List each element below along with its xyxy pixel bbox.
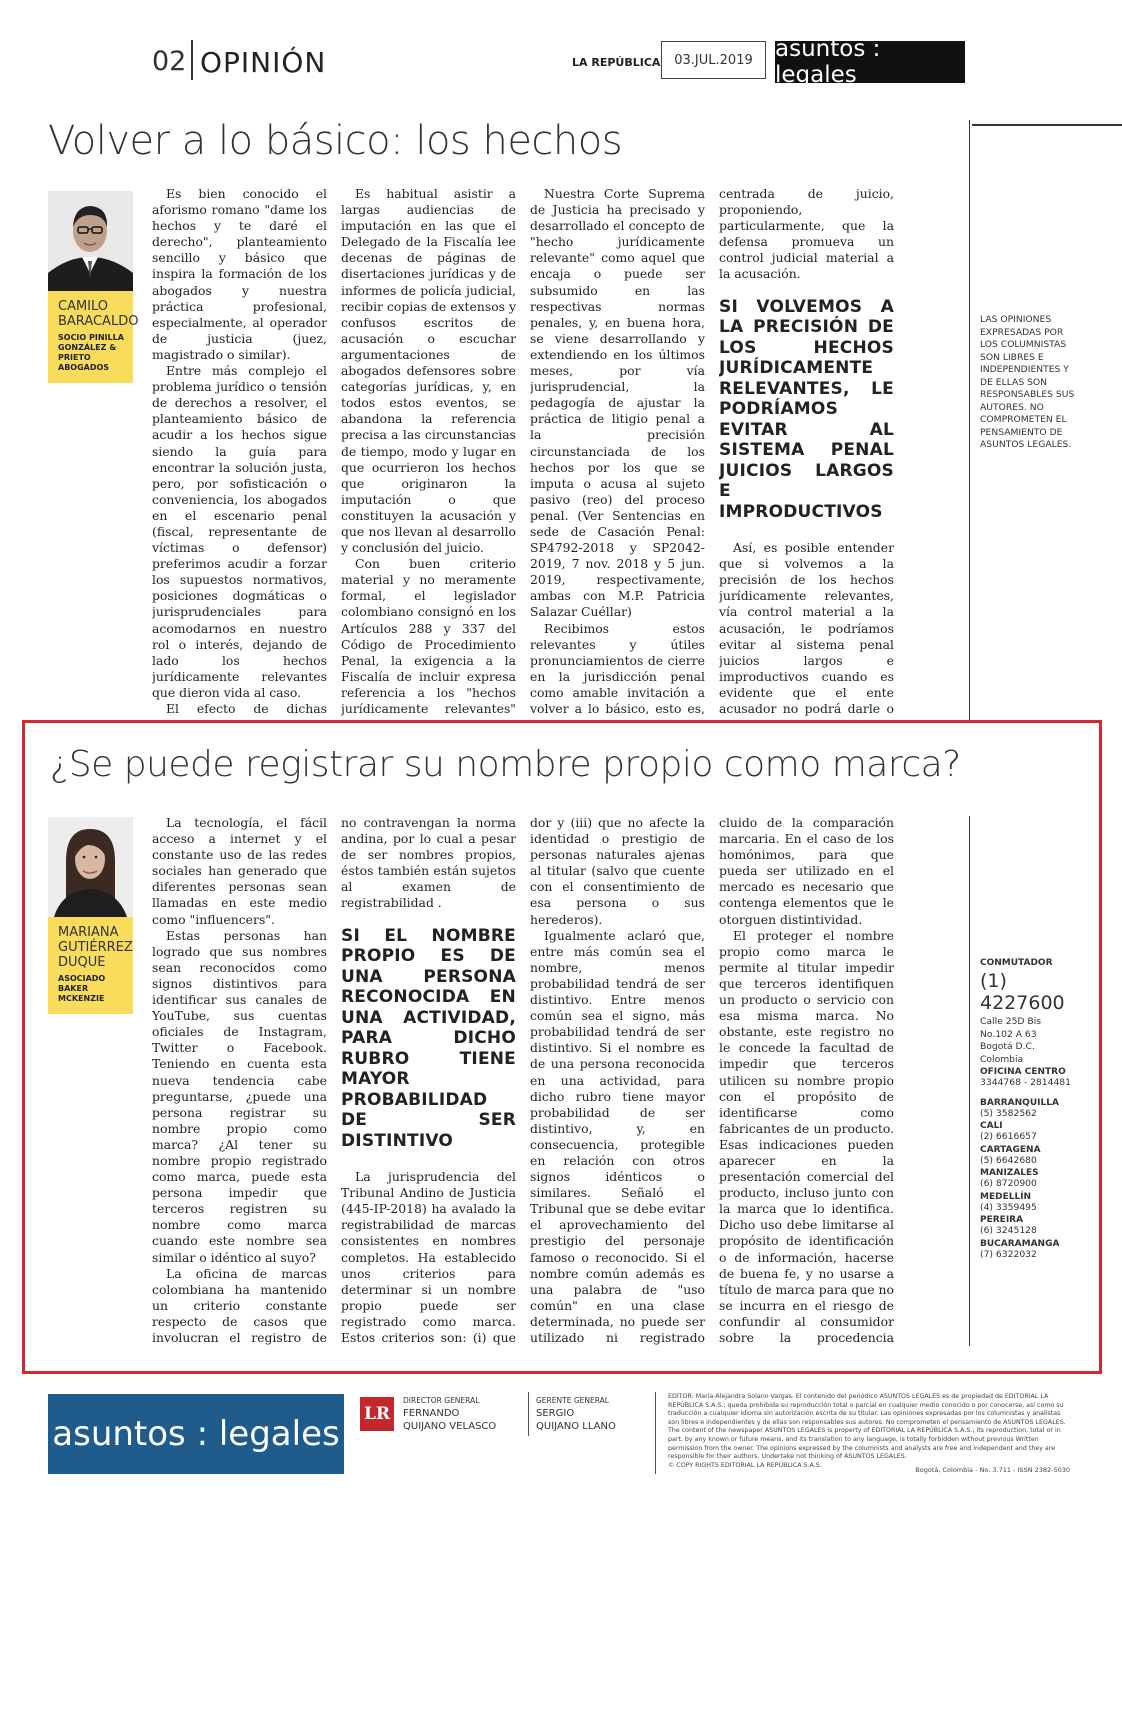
city-label: MANIZALES [980,1168,1039,1178]
article-column [530,815,705,1345]
page-number: 02 [152,46,187,77]
city-phone: (6) 3245128 [980,1225,1037,1236]
author-tag [48,291,139,383]
director-credit [403,1394,496,1433]
author-box [48,817,133,1014]
paragraph: Es habitual asistir a largas audiencias de imputación en las que el Delegado de la Fiscalía lee decenas de páginas de disertaciones jurídicas y de informes de policía judicial, recibir copias de extensos y confusos escritos de acusación o escuchar argumentaciones de abogados defensores sobre categorías jurídicas, y, en todos estos eventos, se abandona la referencia precisa a las circunstancias de tiempo, modo y lugar en que ocurrieron los hechos que originaron la imputación o que constituyen la acusación y que nos llevan al desarrollo y conclusión del juicio. [341,186,516,556]
author-photo [48,817,133,917]
contact-box [980,957,1090,1261]
credit-label: DIRECTOR GENERAL [403,1396,480,1405]
city-phone: (5) 3582562 [980,1107,1037,1119]
credit-name: FERNANDO [403,1408,460,1419]
brand-logo-footer: asuntos : legales [48,1394,344,1474]
address-line: No.102 A 63 [980,1028,1037,1040]
article-column [341,186,516,716]
author-role: ASOCIADO BAKER MCKENZIE [58,974,106,1003]
author-role: SOCIO PINILLA GONZÁLEZ & PRIETO ABOGADOS [58,333,124,372]
author-first-name: CAMILO [58,299,109,314]
issue-info: Bogotá, Colombia - No. 3.711 - ISSN 2382-5030 [915,1466,1070,1474]
address-line: Calle 25D Bis [980,1016,1042,1027]
paragraph: El proteger el nombre propio como marca le permite al titular impedir que terceros identifiquen un producto o servicio con esa misma marca. No obstante, este registro no le concede la facultad de impedir que terceros utilicen su nombre propio con el propósito de identificarse como fabricantes de un producto. Esas indicaciones pueden aparecer en la presentación comercial del producto, incluso junto con la marca que lo identifica. Dicho uso debe limitarse al propósito de identificación o de información, hacerse de buena fe, y no usarse a título de marca para que no se incurra en el riesgo de confundir al consumidor sobre la procedencia [719,927,894,1345]
column-divider [969,120,970,720]
article-column [719,815,894,1345]
author-last-name: DUQUE [58,955,106,970]
city-label: CALI [980,1121,1003,1131]
credit-name: QUIJANO LLANO [536,1421,616,1432]
paragraph: Nuestra Corte Suprema de Justicia ha precisado y desarrollado el concepto de "hecho jurídicamente relevante" como aquel que encaja o puede ser subsumido en las respectivas normas penales, y, en buena hora, se viene desarrollando y extendiendo en los últimos meses, por vía jurisprudencial, la pedagogía de ajustar la práctica de litigio penal a la precisión circunstanciada de los hechos por los que se imputa o acusa al sujeto pasivo (reo) del proceso penal. (Ver Sentencias en sede de Casación Penal: SP4792-2018 y SP2042-2019, 7 nov. 2018 y 5 jun. 2019, respectivamente, ambas con M.P. Patricia Salazar Cuéllar) [530,186,705,620]
paragraph: no contravengan la norma andina, por lo cual a pesar de ser nombres propios, éstos también están sujetos al examen de registrabilidad . [341,815,516,911]
switchboard-label: CONMUTADOR [980,958,1053,968]
author-photo [48,191,133,291]
publication-name: LA REPÚBLICA [572,56,661,69]
manager-credit [536,1394,616,1433]
author-first-name: MARIANA [58,925,119,940]
sidebar-top-rule [972,124,1122,126]
paragraph: Entre más complejo el problema jurídico o tensión de derechos a resolver, el planteamiento básico de acudir a los hechos sigue siendo la guía para encontrar la solución justa, pero, por sofisticación o conveniencia, los abogados en el escenario penal (fiscal, representante de víctimas o defensor) preferimos acudir a forzar los supuestos normativos, posiciones dogmáticas o jurisprudenciales para acomodarnos en nuestro rol o interés, dejando de lado los hechos jurídicamente relevantes que dieron vida al caso. [152,363,327,700]
city-label: BARRANQUILLA [980,1097,1059,1108]
paragraph: Así, es posible entender que si volvemos a la precisión de los hechos jurídicamente relevantes, vía control material a la acusación, le podríamos evitar al sistema penal juicios largos e improductivos cuando es evidente que el ente acusador no podrá darle o [719,540,894,716]
credit-name: SERGIO [536,1408,575,1419]
article-column [719,186,894,716]
city-label: MEDELLÍN [980,1191,1032,1202]
author-last-name: BARACALDO [58,314,139,329]
author-last-name: GUTIÉRREZ [58,940,133,955]
author-portrait-icon [48,817,133,917]
paragraph: El efecto de dichas [166,701,327,716]
credit-name: QUIJANO VELASCO [403,1421,497,1432]
city-phone: (5) 6642680 [980,1154,1037,1166]
paragraph: dor y (iii) que no afecte la identidad o prestigio de personas naturales ajenas al titular (salvo que cuente con el consentimiento de esa persona o sus herederos). [530,815,705,927]
imprint-body: EDITOR: María Alejandra Solano Vargas. El contenido del periódico ASUNTOS LEGALES es de propiedad de EDITORIAL LA REPÚBLICA S.A.S.; queda prohibida su reproducción total o parcial en cualquier medio conocido o por conocerse, así como su traducción a cualquier idioma sin autorización escrita de su titular. Las opiniones expresadas por los columnistas y analistas son libres e independientes y de ellas son responsables sus autores. No comprometen el pensamiento de ASUNTOS LEGALES. The content of the newspaper ASUNTOS LEGALES is property of EDITORIAL LA REPÚBLICA S.A.S.; its reproduction, total or in part, by any known or future means, and its translation to any language, is totally forbidden without previous Written permission from the owner. The opinions expressed by the columnists and analysts are free and independent and they are responsible for their authors. Undertake not thinking of ASUNTOS LEGALES. [668,1393,1066,1461]
paragraph: La jurisprudencia del Tribunal Andino de Justicia (445-IP-2018) ha avalado la registrabilidad de marcas consistentes en nombres completos. Ha establecido unos criterios para determinar si un nombre propio puede ser registrado como marca. Estos criterios son: (i) que [341,1169,516,1345]
header-divider [191,40,193,80]
paragraph: Recibimos estos relevantes y útiles pronunciamientos de cierre en la jurisdicción penal como amable invitación a volver a lo básico, esto es, [530,620,705,716]
opinion-disclaimer: LAS OPINIONES EXPRESADAS POR LOS COLUMNISTAS SON LIBRES E INDEPENDIENTES Y DE ELLAS SON RESPONSABLES SUS AUTORES. NO COMPROMETEN EL PENSAMIENTO DE ASUNTOS LEGALES. [980,314,1075,450]
paragraph: Estas personas han logrado que sus nombres sean reconocidos como signos distintivos para identificar sus canales de YouTube, sus cuentas oficiales de Instagram, Twitter o Facebook. Teniendo en cuenta esta nueva tendencia cabe preguntarse, ¿puede una persona registrar su nombre propio como marca? ¿Al tener su nombre propio registrado como marca, puede esta persona impedir que terceros registren su nombre como marca cuando este nombre sea similar o idéntico al suyo? [152,927,327,1265]
pull-quote: SI EL NOMBRE PROPIO ES DE UNA PERSONA RECONOCIDA EN UNA ACTIVIDAD, PARA DICHO RUBRO TIENE MAYOR PROBABILIDAD DE SER DISTINTIVO [341,925,516,1151]
city-phone: (4) 3359495 [980,1201,1037,1213]
city-label: BUCARAMANGA [980,1238,1060,1249]
author-box [48,191,139,383]
address-line: Bogotá D.C. [980,1041,1035,1052]
imprint-text [668,1393,1068,1470]
city-label: CARTAGENA [980,1144,1041,1155]
author-tag [48,917,133,1014]
brand-logo: asuntos : legales [775,41,965,83]
article-column [530,186,705,716]
city-phone: (6) 8720900 [980,1178,1037,1189]
credit-label: GERENTE GENERAL [536,1396,609,1405]
paragraph: cluido de la comparación marcaria. En el caso de los homónimos, para que pueda ser utilizado en el mercado es necesario que contenga elementos que le otorguen distintividad. [719,815,894,927]
city-phone: (2) 6616657 [980,1131,1037,1142]
section-title: OPINIÓN [200,46,327,79]
copyright: © COPY RIGHTS EDITORIAL LA REPÚBLICA S.A.S. [668,1461,822,1469]
article-column [152,186,327,716]
author-portrait-icon [48,191,133,291]
office-phone: 3344768 - 2814481 [980,1077,1071,1088]
issue-date: 03.JUL.2019 [661,41,766,79]
article-body [152,815,894,1345]
article-headline: Volver a lo básico: los hechos [48,118,623,164]
column-divider [969,816,970,1346]
article-body [152,186,894,716]
article-column [341,815,516,1345]
address-line: Colombia [980,1053,1024,1065]
article-column [152,815,327,1345]
paragraph: Igualmente aclaró que, entre más común sea el nombre, menos probabilidad tendrá de ser distintivo. Entre menos común sea el signo, más probabilidad tendrá de ser distintivo. Si el nombre es de una persona reconocida en una actividad, para dicho rubro tiene mayor probabilidad de ser distintivo, y, en consecuencia, protegible en relación con otros signos idénticos o similares. Señaló el Tribunal que se debe evitar el aprovechamiento del prestigio del personaje famoso o reconocido. Si el nombre común además es una palabra de "uso común" en una clase determinada, no puede ser utilizado ni registrado [530,927,705,1345]
footer-divider [528,1392,529,1436]
city-phone: (7) 6322032 [980,1248,1037,1260]
footer-divider [655,1392,656,1474]
paragraph: centrada de juicio, proponiendo, particularmente, que la defensa promueva un control judicial material a la acusación. [719,186,894,282]
paragraph: La oficina de marcas colombiana ha mantenido un criterio constante respecto de casos que involucran el registro de [152,1265,327,1345]
office-label: OFICINA CENTRO [980,1067,1066,1077]
article-headline: ¿Se puede registrar su nombre propio como marca? [50,744,961,785]
lr-logo-icon: LR [360,1397,394,1431]
paragraph: Es bien conocido el aforismo romano "dame los hechos y te daré el derecho", planteamiento sencillo y básico que inspira la formación de los abogados y nuestra práctica profesional, especialmente, al operador de justicia (juez, magistrado o similar). [152,186,327,362]
pull-quote: SI VOLVEMOS A LA PRECISIÓN DE LOS HECHOS JURÍDICAMENTE RELEVANTES, LE PODRÍAMOS EVITAR AL SISTEMA PENAL JUICIOS LARGOS E IMPRODUCTIVOS [719,296,894,522]
switchboard-number: (1) 4227600 [980,970,1065,1014]
paragraph: Con buen criterio material y no meramente formal, el legislador colombiano consignó en los Artículos 288 y 337 del Código de Procedimiento Penal, la exigencia a la Fiscalía de incluir expresa referencia a los "hechos jurídicamente relevantes" [341,556,516,716]
city-label: PEREIRA [980,1215,1024,1225]
paragraph: La tecnología, el fácil acceso a internet y el constante uso de las redes sociales han generado que diferentes personas sean llamadas en este medio como "influencers". [152,815,327,927]
